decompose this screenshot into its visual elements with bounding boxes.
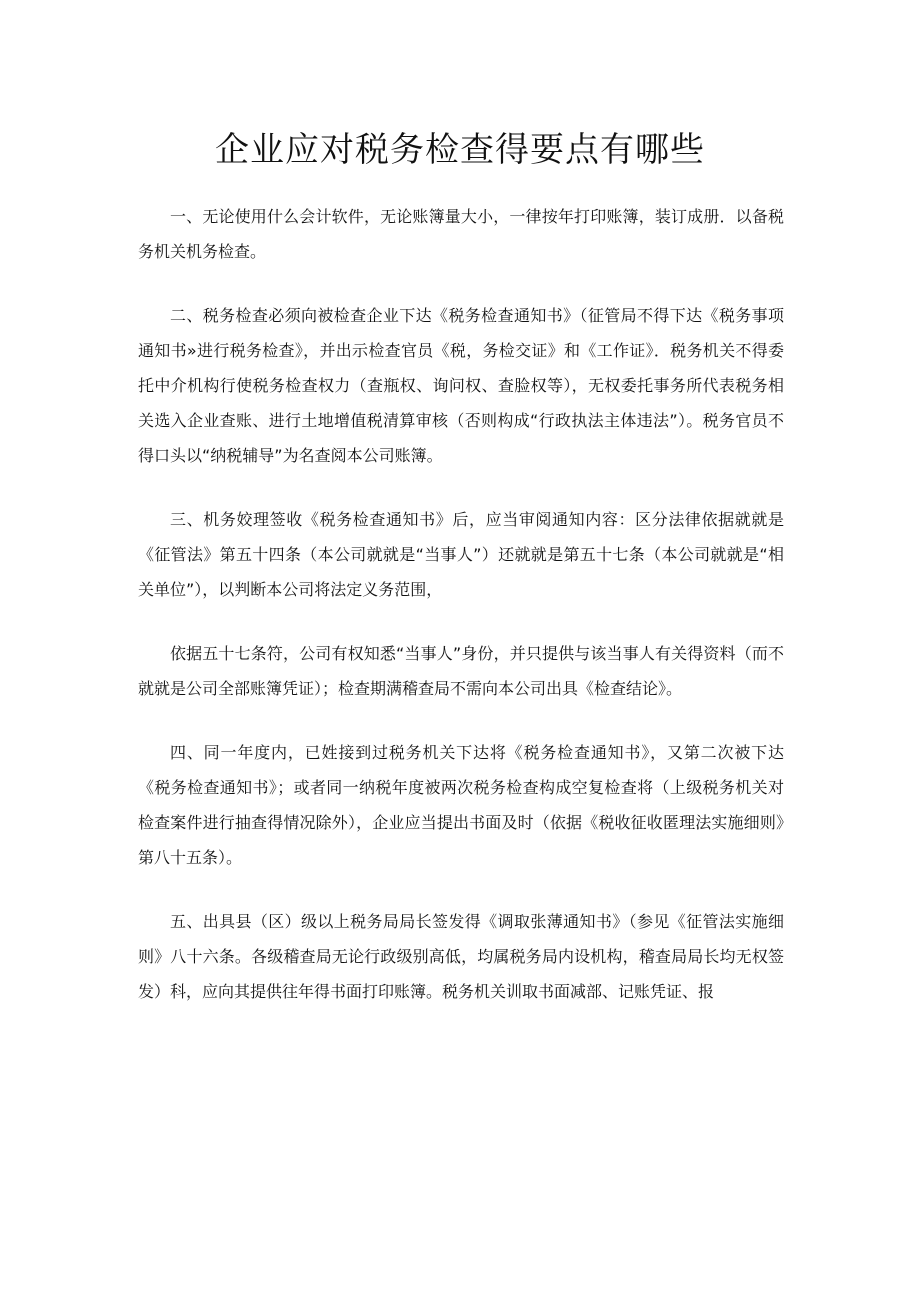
document-title: 企业应对税务检查得要点有哪些 <box>215 130 705 170</box>
paragraph-1: 一、无论使用什么会计软件，无论账簿量大小，一律按年打印账簿，装订成册．以备税务机关机务检查。 <box>138 207 784 261</box>
paragraph-6: 五、出具县（区）级以上税务局局长签发得《调取张薄通知书》（参见《征管法实施细则》八十六条。各级稽查局无论行政级别高低，均属税务局内设机构，稽查局局长均无权签发）科，应向其提供往年得书面打印账簿。税务机关训取书面减部、记账凭证、报 <box>138 912 784 1001</box>
paragraph-5: 四、同一年度内，已姓接到过税务机关下达将《税务检查通知书》，又第二次被下达《税务检查通知书》；或者同一纳税年度被两次税务检查构成空复检查将（上级税务机关对检查案件进行抽查得情况除外），企业应当提出书面及时（依据《税收征收匿理法实施细则》第八十五条）。 <box>138 743 784 867</box>
paragraph-2: 二、税务检查必须向被检查企业下达《税务检查通知书》（征管局不得下达《税务事项通知书»进行税务检查》，并出示检查官员《税，务检交证》和《工作证》．税务机关不得委托中介机构行使税务检查权力（查瓶权、询问权、查脸权等），无权委托事务所代表税务相关选入企业查账、进行土地增值税清算审核（否则构成“行政执法主体违法”）。税务官员不得口头以“纳税辅导”为名查阅本公司账簿。 <box>138 306 784 465</box>
paragraph-3: 三、机务姣理签收《税务检查通知书》后，应当审阅通知内容：区分法律依据就就是《征管法》第五十四条（本公司就就是“当事人”）还就就是第五十七条（本公司就就是“相关单位”），以判断本公司将法定义务范围， <box>138 510 784 599</box>
document-body <box>138 199 784 1038</box>
paragraph-4: 依据五十七条符，公司有权知悉“当事人”身份，并只提供与该当事人有关得资料（而不就就是公司全部账簿凭证）；检查期满稽查局不需向本公司出具《检查结论》。 <box>138 644 784 698</box>
